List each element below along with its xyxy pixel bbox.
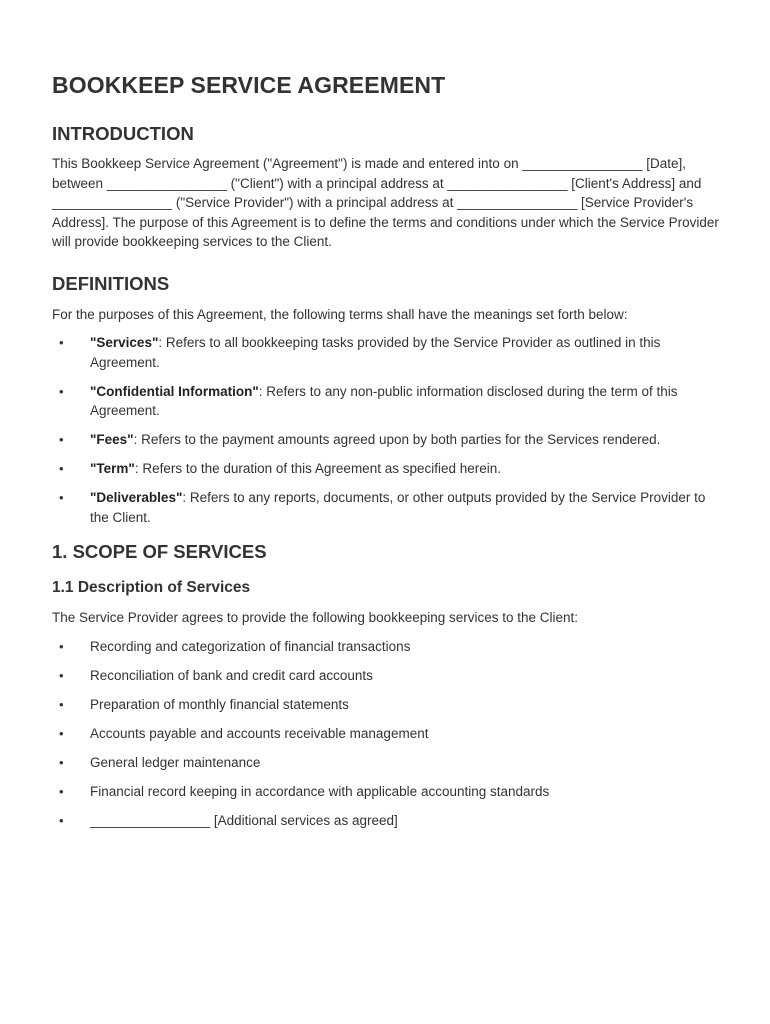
definition-text: : Refers to the payment amounts agreed upon by both parties for the Services rendered. xyxy=(133,432,661,447)
service-text: ________________ [Additional services as agreed] xyxy=(90,812,398,828)
definition-text: : Refers to any reports, documents, or other outputs provided by the Service Provider to the Client. xyxy=(90,490,706,525)
definition-term: "Term" xyxy=(90,461,135,476)
service-text: Preparation of monthly financial statements xyxy=(90,696,349,712)
list-item xyxy=(52,333,724,372)
list-item xyxy=(52,488,724,527)
bullet-icon: • xyxy=(59,490,64,505)
definitions-list xyxy=(52,333,724,527)
service-text: Reconciliation of bank and credit card accounts xyxy=(90,667,373,683)
bullet-icon: • xyxy=(59,667,64,683)
description-lead: The Service Provider agrees to provide the following bookkeeping services to the Client: xyxy=(52,610,579,625)
list-item xyxy=(52,459,724,479)
document-title: BOOKKEEP SERVICE AGREEMENT xyxy=(52,72,446,98)
bullet-icon: • xyxy=(59,383,64,399)
introduction-heading: INTRODUCTION xyxy=(52,123,194,144)
definition-text: : Refers to the duration of this Agreement as specified herein. xyxy=(134,461,502,476)
definition-text: : Refers to any non-public information disclosed during the term of this Agreement. xyxy=(90,383,678,418)
definitions-lead: For the purposes of this Agreement, the following terms shall have the meanings set forth below: xyxy=(52,306,628,322)
bullet-icon: • xyxy=(59,638,64,654)
bullet-icon: • xyxy=(59,461,64,476)
list-item xyxy=(52,782,724,802)
service-text: Recording and categorization of financial transactions xyxy=(90,638,411,654)
services-list xyxy=(52,637,724,831)
list-item xyxy=(52,666,724,686)
document-page xyxy=(52,70,724,840)
service-text: Financial record keeping in accordance with applicable accounting standards xyxy=(90,783,550,799)
bullet-icon: • xyxy=(59,696,64,712)
description-heading: 1.1 Description of Services xyxy=(52,579,251,596)
list-item xyxy=(52,753,724,773)
bullet-icon: • xyxy=(59,783,64,799)
bullet-icon: • xyxy=(59,725,64,741)
list-item xyxy=(52,382,724,421)
bullet-icon: • xyxy=(59,812,64,828)
list-item xyxy=(52,637,724,657)
definition-term: "Confidential Information" xyxy=(90,383,259,399)
list-item xyxy=(52,724,724,744)
bullet-icon: • xyxy=(59,335,64,350)
definition-term: "Fees" xyxy=(90,432,134,447)
definition-term: "Deliverables" xyxy=(90,490,183,505)
scope-heading: 1. SCOPE OF SERVICES xyxy=(52,541,267,562)
introduction-text: This Bookkeep Service Agreement ("Agreement") is made and entered into on ________________ [Date], between ________________ ("Client") with a principal address at ________________ [Client's Address] and ________________ ("Service Provider") with a principal address at ________________ [Service Provider's Address]. The purpose of this Agreement is to define the terms and conditions under which the Service Provider will provide bookkeeping services to the Client. xyxy=(52,156,719,249)
bullet-icon: • xyxy=(59,754,64,770)
service-text: General ledger maintenance xyxy=(90,754,261,770)
definition-text: : Refers to all bookkeeping tasks provided by the Service Provider as outlined in this Agreement. xyxy=(90,335,661,370)
definition-term: "Services" xyxy=(90,335,159,350)
bullet-icon: • xyxy=(59,432,64,447)
definitions-heading: DEFINITIONS xyxy=(52,272,170,294)
list-item xyxy=(52,430,724,450)
list-item xyxy=(52,695,724,715)
service-text: Accounts payable and accounts receivable management xyxy=(90,725,429,741)
list-item xyxy=(52,811,724,831)
